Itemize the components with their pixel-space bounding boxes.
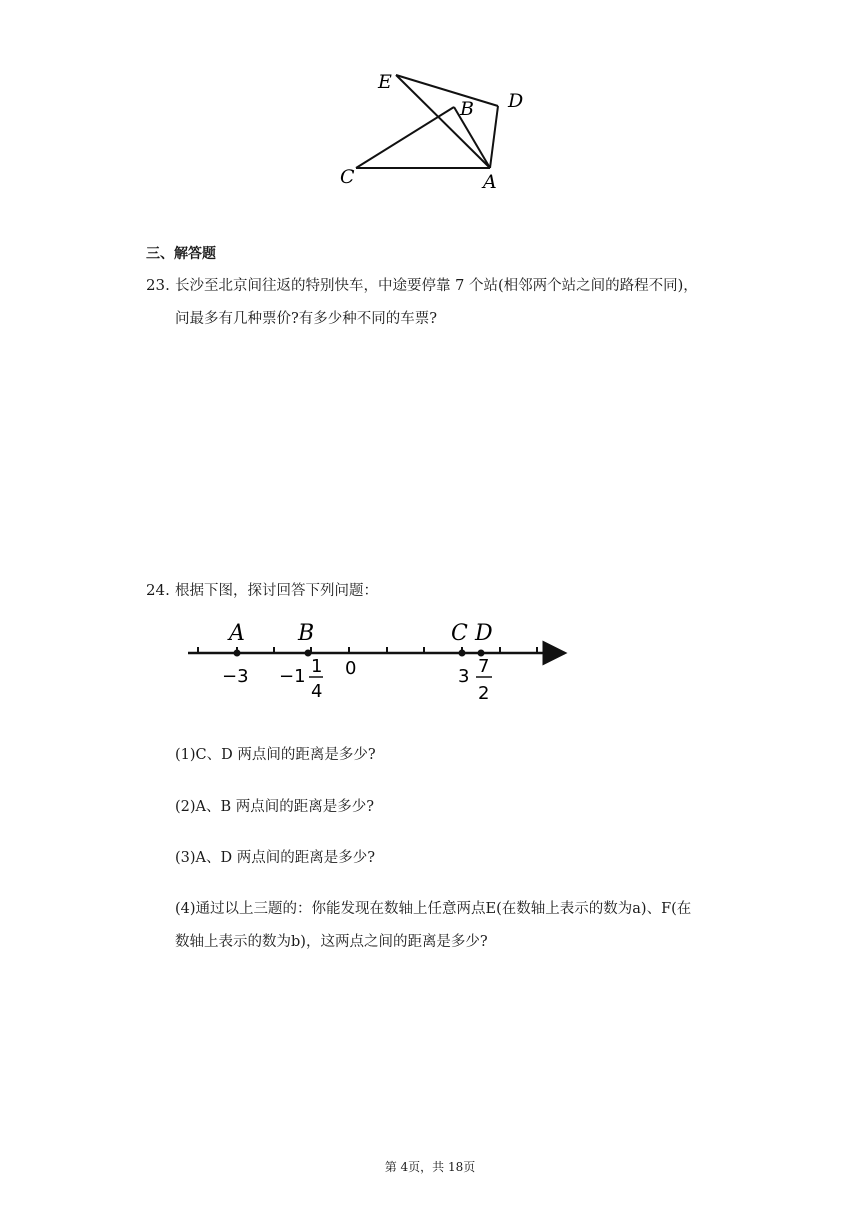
section-title: 三、解答题 xyxy=(146,246,216,262)
tick-label-b-numerator: 1 xyxy=(311,656,323,677)
point-c-dot xyxy=(459,650,466,657)
point-a-label: A xyxy=(229,621,245,646)
question-24-sub4-line2: 数轴上表示的数为b)，这两点之间的距离是多少? xyxy=(175,934,488,950)
segment-da xyxy=(490,106,498,168)
number-line-figure xyxy=(180,612,580,712)
question-24-sub1: (1)C、D 两点间的距离是多少? xyxy=(175,747,376,763)
point-a-dot xyxy=(234,650,241,657)
tick-label-b-denominator: 4 xyxy=(311,681,323,702)
question-24-sub4-line1: (4)通过以上三题的：你能发现在数轴上任意两点E(在数轴上表示的数为a)、F(在 xyxy=(175,901,692,917)
point-b-label: B xyxy=(298,621,315,646)
point-d-label: D xyxy=(475,621,493,646)
question-24-intro: 根据下图，探讨回答下列问题： xyxy=(175,583,378,599)
question-23-number: 23. xyxy=(146,276,170,294)
label-c: C xyxy=(340,166,355,188)
question-24-sub3: (3)A、D 两点间的距离是多少? xyxy=(175,850,376,866)
question-24-sub2: (2)A、B 两点间的距离是多少? xyxy=(175,799,375,815)
question-23-text-line2: 问最多有几种票价?有多少种不同的车票? xyxy=(175,311,438,327)
question-24-number: 24. xyxy=(146,581,170,599)
page-footer: 第 4页，共 18页 xyxy=(384,1160,476,1174)
geometry-figure xyxy=(330,62,540,202)
label-b: B xyxy=(460,98,474,120)
tick-label-b-whole: −1 xyxy=(279,666,306,687)
label-e: E xyxy=(378,71,392,93)
label-a: A xyxy=(483,171,497,193)
tick-label-d-denominator: 2 xyxy=(478,683,490,704)
tick-label-a: −3 xyxy=(222,666,249,687)
tick-label-zero: 0 xyxy=(345,658,357,679)
point-c-label: C xyxy=(451,621,468,646)
tick-label-d-numerator: 7 xyxy=(478,656,490,677)
label-d: D xyxy=(508,90,524,112)
segment-cb xyxy=(356,107,454,168)
tick-label-c: 3 xyxy=(458,666,470,687)
question-23-text-line1: 长沙至北京间往返的特别快车，中途要停靠 7 个站(相邻两个站之间的路程不同)， xyxy=(175,278,698,294)
